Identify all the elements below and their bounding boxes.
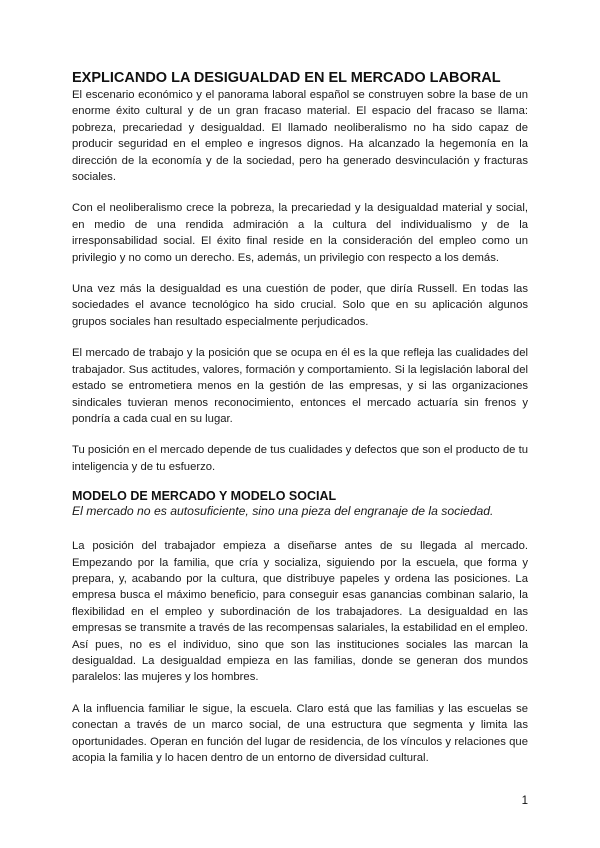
paragraph-1: El escenario económico y el panorama laboral español se construyen sobre la base de un enorme éxito cultural y de un gran fracaso material. El espacio del fracaso se llama: pobreza, precariedad y desigualdad. El llamado neoliberalismo no ha sido capaz de producir seguridad en el empleo e ingresos dignos. Ha alcanzado la hegemonía en la dirección de la economía y de la sociedad, pero ha generado desvinculación y fracturas sociales. — [72, 89, 528, 184]
document-title: EXPLICANDO LA DESIGUALDAD EN EL MERCADO LABORAL — [72, 70, 501, 86]
paragraph-6: La posición del trabajador empieza a diseñarse antes de su llegada al mercado. Empezando por la familia, que cría y socializa, siguiendo por la escuela, que forma y prepara, y, acabando por la cultura, que distribuye papeles y ordena las posiciones. La empresa busca el máximo beneficio, para conseguir esas ganancias combinan salario, la flexibilidad en el empleo y subordinación de los trabajadores. La desigualdad en las empresas se transmite a través de las recompensas salariales, la estabilidad en el empleo. Así pues, no es el individuo, sino que son las instituciones sociales las marcan la desigualdad. La desigualdad empieza en las familias, donde se generan dos mundos paralelos: las mujeres y los hombres. — [72, 540, 528, 684]
paragraph-4: El mercado de trabajo y la posición que se ocupa en él es la que refleja las cualidades del trabajador. Sus actitudes, valores, formación y comportamiento. Si la legislación laboral del estado se entrometiera menos en la gestión de las empresas, y si las organizaciones sindicales tuvieran menos reconocimiento, entonces el mercado actuaría sin frenos y pondría a cada cual en su lugar. — [72, 347, 528, 425]
document-body — [72, 70, 528, 766]
section-heading: MODELO DE MERCADO Y MODELO SOCIAL — [72, 489, 337, 504]
paragraph-7: A la influencia familiar le sigue, la escuela. Claro está que las familias y las escuelas se conectan a través de un marco social, de una estructura que segmenta y limita las oportunidades. Operan en función del lugar de residencia, de los vínculos y relaciones que acopia la familia y lo hacen dentro de un entorno de diversidad cultural. — [72, 702, 528, 764]
page-number: 1 — [521, 795, 528, 807]
section-epigraph: El mercado no es autosuficiente, sino una pieza del engranaje de la sociedad. — [72, 504, 494, 519]
paragraph-5: Tu posición en el mercado depende de tus cualidades y defectos que son el producto de tu inteligencia y de tu esfuerzo. — [72, 444, 528, 473]
paragraph-2: Con el neoliberalismo crece la pobreza, la precariedad y la desigualdad material y social, en medio de una rendida admiración a la cultura del individualismo y de la irresponsabilidad social. El éxito final reside en la consideración del empleo como un privilegio y no como un derecho. Es, además, un privilegio con respecto a los demás. — [72, 202, 528, 264]
paragraph-3: Una vez más la desigualdad es una cuestión de poder, que diría Russell. En todas las sociedades el avance tecnológico ha sido crucial. Solo que en su aplicación algunos grupos sociales han resultado especialmente perjudicados. — [72, 283, 528, 328]
